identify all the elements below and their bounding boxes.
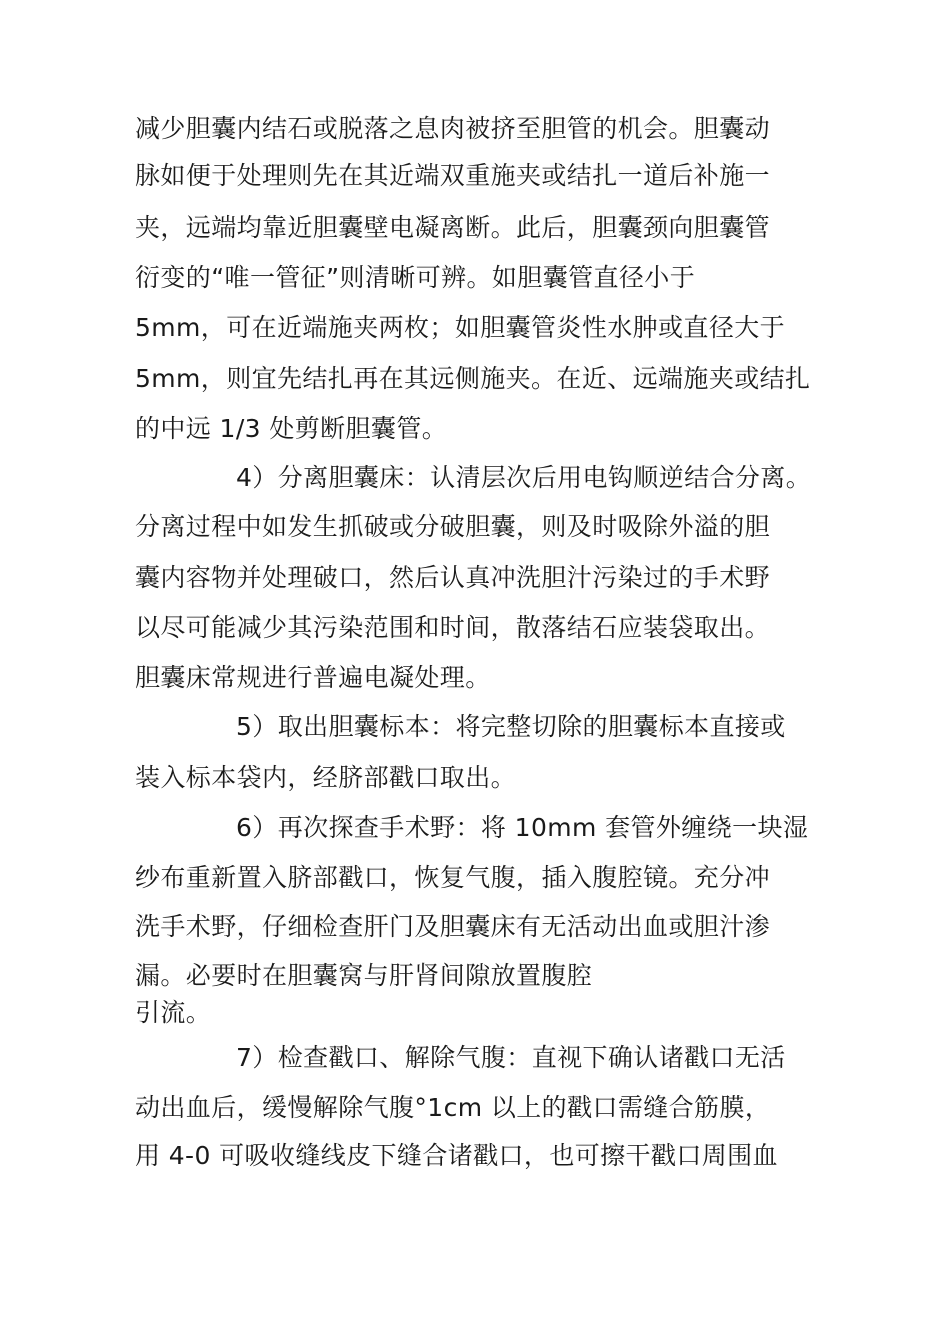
paragraph-start-line: 4）分离胆囊床：认清层次后用电钩顺逆结合分离。: [236, 463, 812, 492]
text-line: 脉如便于处理则先在其近端双重施夹或结扎一道后补施一: [135, 161, 771, 190]
text-line: 动出血后，缓慢解除气腹°1cm 以上的戳口需缝合筋膜，: [135, 1093, 771, 1122]
text-line: 漏。必要时在胆囊窝与肝肾间隙放置腹腔: [135, 961, 593, 990]
text-line: 5mm，可在近端施夹两枚；如胆囊管炎性水肿或直径大于: [135, 313, 786, 342]
text-line: 洗手术野，仔细检查肝门及胆囊床有无活动出血或胆汁渗: [135, 912, 771, 941]
text-line: 囊内容物并处理破口，然后认真冲洗胆汁污染过的手术野: [135, 563, 771, 592]
text-line: 以尽可能减少其污染范围和时间，散落结石应装袋取出。: [135, 613, 771, 642]
text-line: 用 4-0 可吸收缝线皮下缝合诸戳口，也可擦干戳口周围血: [135, 1141, 778, 1170]
paragraph-start-line: 7）检查戳口、解除气腹：直视下确认诸戳口无活: [236, 1043, 786, 1072]
paragraph-start-line: 5）取出胆囊标本：将完整切除的胆囊标本直接或: [236, 712, 786, 741]
paragraph-start-line: 6）再次探查手术野：将 10mm 套管外缠绕一块湿: [236, 813, 809, 842]
text-line: 引流。: [135, 998, 212, 1027]
text-line: 装入标本袋内，经脐部戳口取出。: [135, 763, 517, 792]
text-line: 衍变的“唯一管征”则清晰可辨。如胆囊管直径小于: [135, 263, 696, 292]
text-line: 胆囊床常规进行普遍电凝处理。: [135, 663, 491, 692]
text-line: 纱布重新置入脐部戳口，恢复气腹，插入腹腔镜。充分冲: [135, 863, 771, 892]
text-line: 5mm，则宜先结扎再在其远侧施夹。在近、远端施夹或结扎: [135, 364, 811, 393]
text-line: 减少胆囊内结石或脱落之息肉被挤至胆管的机会。胆囊动: [135, 114, 771, 143]
text-line: 分离过程中如发生抓破或分破胆囊，则及时吸除外溢的胆: [135, 512, 771, 541]
text-line: 的中远 1/3 处剪断胆囊管。: [135, 414, 448, 443]
text-line: 夹，远端均靠近胆囊壁电凝离断。此后，胆囊颈向胆囊管: [135, 213, 771, 242]
